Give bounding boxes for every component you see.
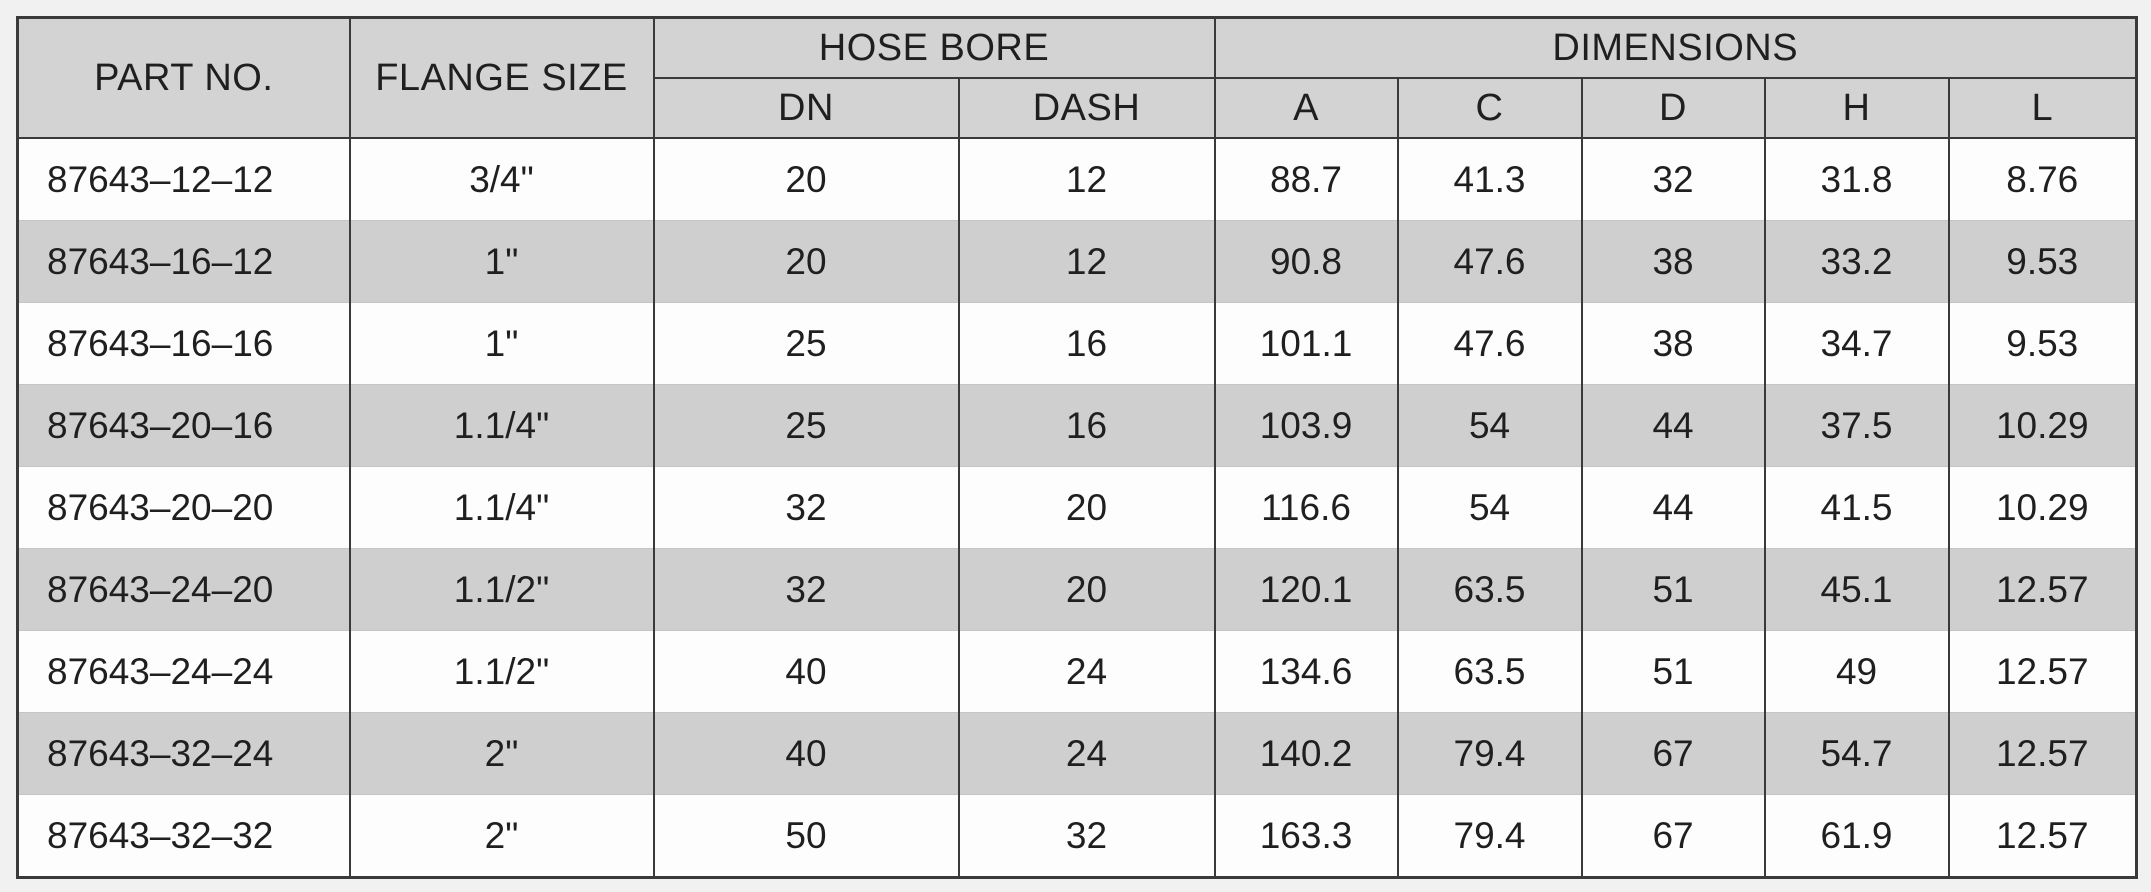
dn-cell: 50 <box>654 795 959 878</box>
part-no-cell: 87643–16–12 <box>18 221 350 303</box>
hose-fitting-spec-table <box>16 16 2138 879</box>
dim-a-cell: 101.1 <box>1215 303 1398 385</box>
dim-c-cell: 63.5 <box>1398 631 1582 713</box>
flange-size-cell: 1" <box>350 221 654 303</box>
dim-h-cell: 54.7 <box>1765 713 1949 795</box>
flange-size-cell: 1" <box>350 303 654 385</box>
table-row <box>18 303 2137 385</box>
dim-a-cell: 103.9 <box>1215 385 1398 467</box>
dn-cell: 32 <box>654 549 959 631</box>
part-no-cell: 87643–32–32 <box>18 795 350 878</box>
dim-d-cell: 51 <box>1582 549 1765 631</box>
dash-cell: 12 <box>959 138 1215 221</box>
flange-size-cell: 2" <box>350 713 654 795</box>
flange-size-cell: 1.1/4" <box>350 467 654 549</box>
dim-a-cell: 120.1 <box>1215 549 1398 631</box>
dim-h-cell: 34.7 <box>1765 303 1949 385</box>
dim-a-cell: 88.7 <box>1215 138 1398 221</box>
header-h: H <box>1765 78 1949 138</box>
dim-d-cell: 67 <box>1582 795 1765 878</box>
dn-cell: 25 <box>654 303 959 385</box>
dim-a-cell: 90.8 <box>1215 221 1398 303</box>
table-row <box>18 713 2137 795</box>
header-part-no: PART NO. <box>18 18 350 139</box>
flange-size-cell: 3/4" <box>350 138 654 221</box>
dn-cell: 20 <box>654 138 959 221</box>
table-row <box>18 385 2137 467</box>
part-no-cell: 87643–20–16 <box>18 385 350 467</box>
header-hose-bore: HOSE BORE <box>654 18 1215 79</box>
dim-d-cell: 67 <box>1582 713 1765 795</box>
part-no-cell: 87643–24–20 <box>18 549 350 631</box>
table-row <box>18 549 2137 631</box>
dn-cell: 40 <box>654 713 959 795</box>
header-c: C <box>1398 78 1582 138</box>
dim-c-cell: 54 <box>1398 467 1582 549</box>
flange-size-cell: 1.1/4" <box>350 385 654 467</box>
dash-cell: 16 <box>959 385 1215 467</box>
table-row <box>18 138 2137 221</box>
dim-l-cell: 12.57 <box>1949 549 2137 631</box>
dim-h-cell: 61.9 <box>1765 795 1949 878</box>
part-no-cell: 87643–12–12 <box>18 138 350 221</box>
part-no-cell: 87643–16–16 <box>18 303 350 385</box>
dim-l-cell: 9.53 <box>1949 303 2137 385</box>
dim-l-cell: 12.57 <box>1949 713 2137 795</box>
header-l: L <box>1949 78 2137 138</box>
dim-d-cell: 32 <box>1582 138 1765 221</box>
dim-c-cell: 79.4 <box>1398 713 1582 795</box>
dash-cell: 12 <box>959 221 1215 303</box>
dim-d-cell: 44 <box>1582 385 1765 467</box>
part-no-cell: 87643–20–20 <box>18 467 350 549</box>
dim-c-cell: 54 <box>1398 385 1582 467</box>
table-body <box>18 138 2137 878</box>
dim-c-cell: 79.4 <box>1398 795 1582 878</box>
dim-a-cell: 140.2 <box>1215 713 1398 795</box>
dim-d-cell: 51 <box>1582 631 1765 713</box>
dim-c-cell: 41.3 <box>1398 138 1582 221</box>
dim-l-cell: 10.29 <box>1949 467 2137 549</box>
dash-cell: 20 <box>959 467 1215 549</box>
table-header <box>18 18 2137 139</box>
dim-d-cell: 38 <box>1582 303 1765 385</box>
table-row <box>18 467 2137 549</box>
dim-a-cell: 134.6 <box>1215 631 1398 713</box>
table-row <box>18 221 2137 303</box>
header-d: D <box>1582 78 1765 138</box>
dn-cell: 40 <box>654 631 959 713</box>
dim-l-cell: 9.53 <box>1949 221 2137 303</box>
dim-c-cell: 63.5 <box>1398 549 1582 631</box>
dim-a-cell: 163.3 <box>1215 795 1398 878</box>
dim-c-cell: 47.6 <box>1398 303 1582 385</box>
flange-size-cell: 2" <box>350 795 654 878</box>
spec-table-container <box>16 16 2135 872</box>
dim-a-cell: 116.6 <box>1215 467 1398 549</box>
flange-size-cell: 1.1/2" <box>350 549 654 631</box>
dash-cell: 24 <box>959 631 1215 713</box>
dim-h-cell: 49 <box>1765 631 1949 713</box>
dim-h-cell: 33.2 <box>1765 221 1949 303</box>
header-flange-size: FLANGE SIZE <box>350 18 654 139</box>
dash-cell: 20 <box>959 549 1215 631</box>
dim-d-cell: 44 <box>1582 467 1765 549</box>
dn-cell: 25 <box>654 385 959 467</box>
dn-cell: 32 <box>654 467 959 549</box>
dim-d-cell: 38 <box>1582 221 1765 303</box>
part-no-cell: 87643–32–24 <box>18 713 350 795</box>
dim-l-cell: 10.29 <box>1949 385 2137 467</box>
dash-cell: 24 <box>959 713 1215 795</box>
table-row <box>18 631 2137 713</box>
header-dn: DN <box>654 78 959 138</box>
dim-h-cell: 37.5 <box>1765 385 1949 467</box>
dim-c-cell: 47.6 <box>1398 221 1582 303</box>
dim-h-cell: 41.5 <box>1765 467 1949 549</box>
dim-l-cell: 8.76 <box>1949 138 2137 221</box>
table-row <box>18 795 2137 878</box>
dim-l-cell: 12.57 <box>1949 795 2137 878</box>
dn-cell: 20 <box>654 221 959 303</box>
dim-l-cell: 12.57 <box>1949 631 2137 713</box>
dim-h-cell: 31.8 <box>1765 138 1949 221</box>
header-dash: DASH <box>959 78 1215 138</box>
flange-size-cell: 1.1/2" <box>350 631 654 713</box>
part-no-cell: 87643–24–24 <box>18 631 350 713</box>
header-a: A <box>1215 78 1398 138</box>
dash-cell: 16 <box>959 303 1215 385</box>
dim-h-cell: 45.1 <box>1765 549 1949 631</box>
header-dimensions: DIMENSIONS <box>1215 18 2137 79</box>
dash-cell: 32 <box>959 795 1215 878</box>
